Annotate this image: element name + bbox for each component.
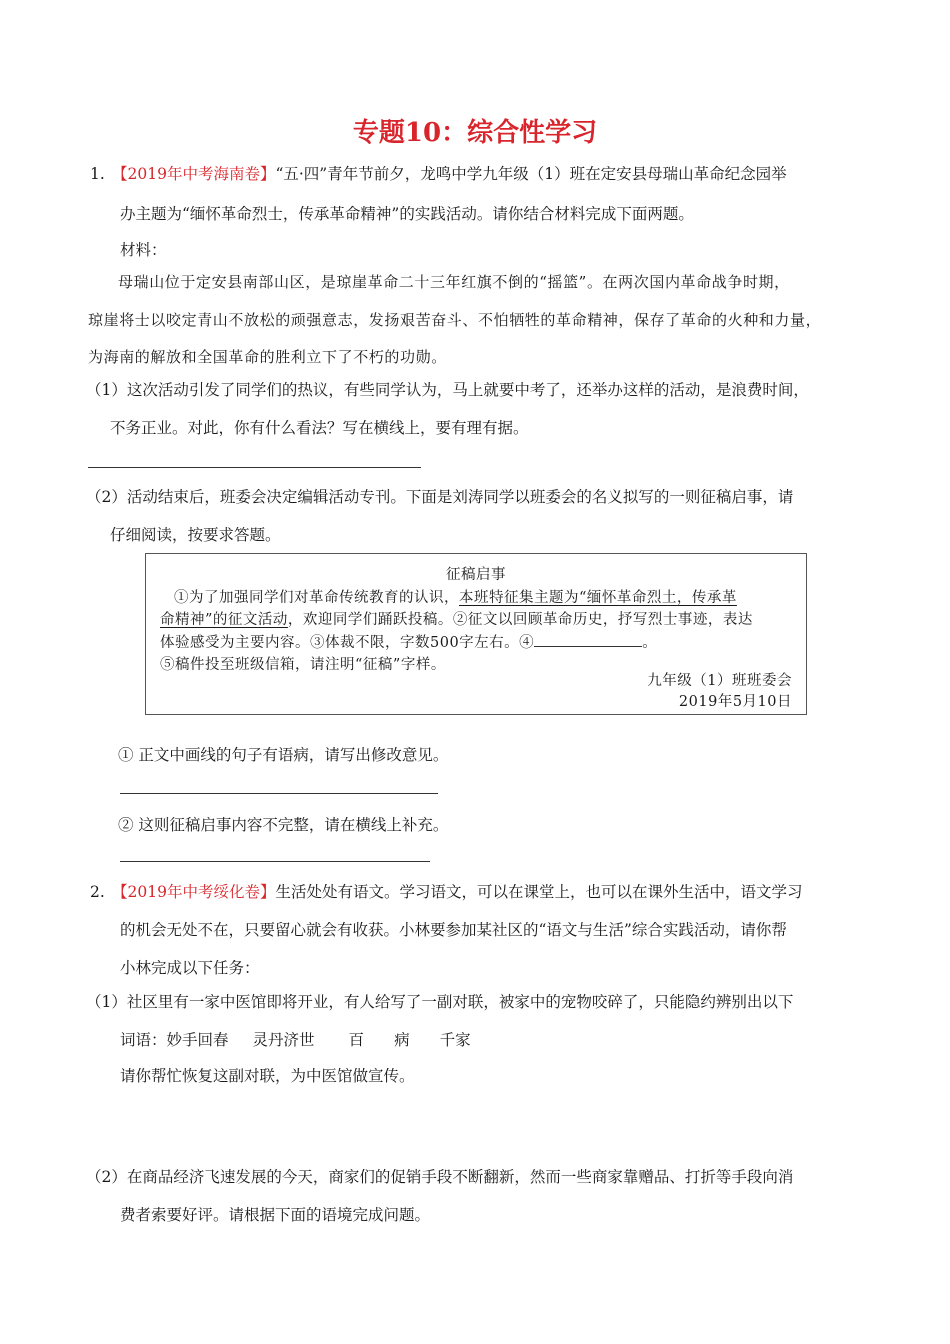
answer-line[interactable] <box>120 861 430 862</box>
question-1-intro <box>112 164 787 184</box>
notice-heading: 征稿启事 <box>446 567 506 583</box>
question-2-intro <box>112 882 802 902</box>
sub-question-2-1-instruction: 请你帮忙恢复这副对联，为中医馆做宣传。 <box>120 1067 415 1085</box>
notice-line <box>160 631 657 652</box>
question-2-intro-line2: 的机会无处不在，只要留心就会有收获。小林要参加某社区的“语文与生活”综合实践活动，请你帮 <box>120 921 787 939</box>
word-item: 千家 <box>439 1031 471 1049</box>
notice-text: ①为了加强同学们对革命传统教育的认识， <box>174 590 459 606</box>
notice-date: 2019年5月10日 <box>678 694 792 710</box>
question-2-source: 【2019年中考绥化卷】 <box>112 883 276 901</box>
question-2-intro-line3: 小林完成以下任务： <box>120 959 260 977</box>
notice-text: ，欢迎同学们踊跃投稿。②征文以回顾革命历史，抒写烈士事迹，表达 <box>287 612 753 628</box>
sub-question-1-1: （1）这次活动引发了同学们的热议，有些同学认为，马上就要中考了，还举办这样的活动，是浪费时间， <box>86 381 809 399</box>
material-line: 母瑞山位于定安县南部山区，是琼崖革命二十三年红旗不倒的“摇篮”。在两次国内革命战争时期， <box>118 273 790 291</box>
notice-line: ⑤稿件投至班级信箱，请注明“征稿”字样。 <box>160 657 446 673</box>
word-item: 百 <box>348 1031 365 1049</box>
sub-question-1-2: （2）活动结束后，班委会决定编辑活动专刊。下面是刘涛同学以班委会的名义拟写的一则征稿启事，请 <box>86 488 794 506</box>
notice-signature: 九年级（1）班班委会 <box>647 673 792 689</box>
sub-question-2-2-line2: 费者索要好评。请根据下面的语境完成问题。 <box>120 1206 431 1224</box>
notice-text: 体验感受为主要内容。③体裁不限，字数500字左右。④ <box>160 635 535 651</box>
word-list-label: 词语： <box>120 1031 167 1049</box>
question-2-number: 2. <box>90 883 105 901</box>
underlined-sentence: 本班特征集主题为“缅怀革命烈土，传承革 <box>459 590 737 606</box>
underlined-sentence: 命精神”的征文活动 <box>160 612 288 628</box>
notice-line <box>174 586 737 607</box>
question-1-intro-text: “五·四”青年节前夕，龙鸣中学九年级（1）班在定安县母瑞山革命纪念园举 <box>275 165 787 183</box>
question-1-intro-line2: 办主题为“缅怀革命烈士，传承革命精神”的实践活动。请你结合材料完成下面两题。 <box>120 205 694 223</box>
sub-question-1-1-line2: 不务正业。对此，你有什么看法？写在横线上，要有理有据。 <box>110 419 529 437</box>
page-title: 专题10：综合性学习 <box>352 118 598 148</box>
material-line: 琼崖将士以咬定青山不放松的顽强意志，发扬艰苦奋斗、不怕牺牲的革命精神，保存了革命的火种和力量， <box>88 311 822 329</box>
word-item: 灵丹济世 <box>252 1031 315 1049</box>
answer-line[interactable] <box>120 793 438 794</box>
word-list <box>120 1030 471 1050</box>
notice-text: 。 <box>642 635 658 651</box>
notice-blank-field[interactable] <box>534 632 642 647</box>
material-line: 为海南的解放和全国革命的胜利立下了不朽的功勋。 <box>88 348 447 366</box>
answer-line[interactable] <box>88 467 421 468</box>
question-2-intro-text: 生活处处有语文。学习语文，可以在课堂上，也可以在课外生活中，语文学习 <box>275 883 803 901</box>
question-1-number: 1. <box>90 165 105 183</box>
sub-question-1-2-line2: 仔细阅读，按要求答题。 <box>110 526 281 544</box>
word-item: 妙手回春 <box>166 1031 229 1049</box>
notice-box <box>145 553 807 715</box>
sub-question-2-2: （2）在商品经济飞速发展的今天，商家们的促销手段不断翻新，然而一些商家靠赠品、打折等手段向消 <box>86 1168 794 1186</box>
question-1-source: 【2019年中考海南卷】 <box>112 165 276 183</box>
sub-question-2-1: （1）社区里有一家中医馆即将开业，有人给写了一副对联，被家中的宠物咬碎了，只能隐约辨别出以下 <box>86 993 794 1011</box>
word-item: 病 <box>394 1031 410 1049</box>
material-label: 材料： <box>120 241 167 259</box>
notice-line <box>160 608 753 629</box>
task-1: ① 正文中画线的句子有语病，请写出修改意见。 <box>118 746 449 764</box>
task-2: ② 这则征稿启事内容不完整，请在横线上补充。 <box>118 816 449 834</box>
